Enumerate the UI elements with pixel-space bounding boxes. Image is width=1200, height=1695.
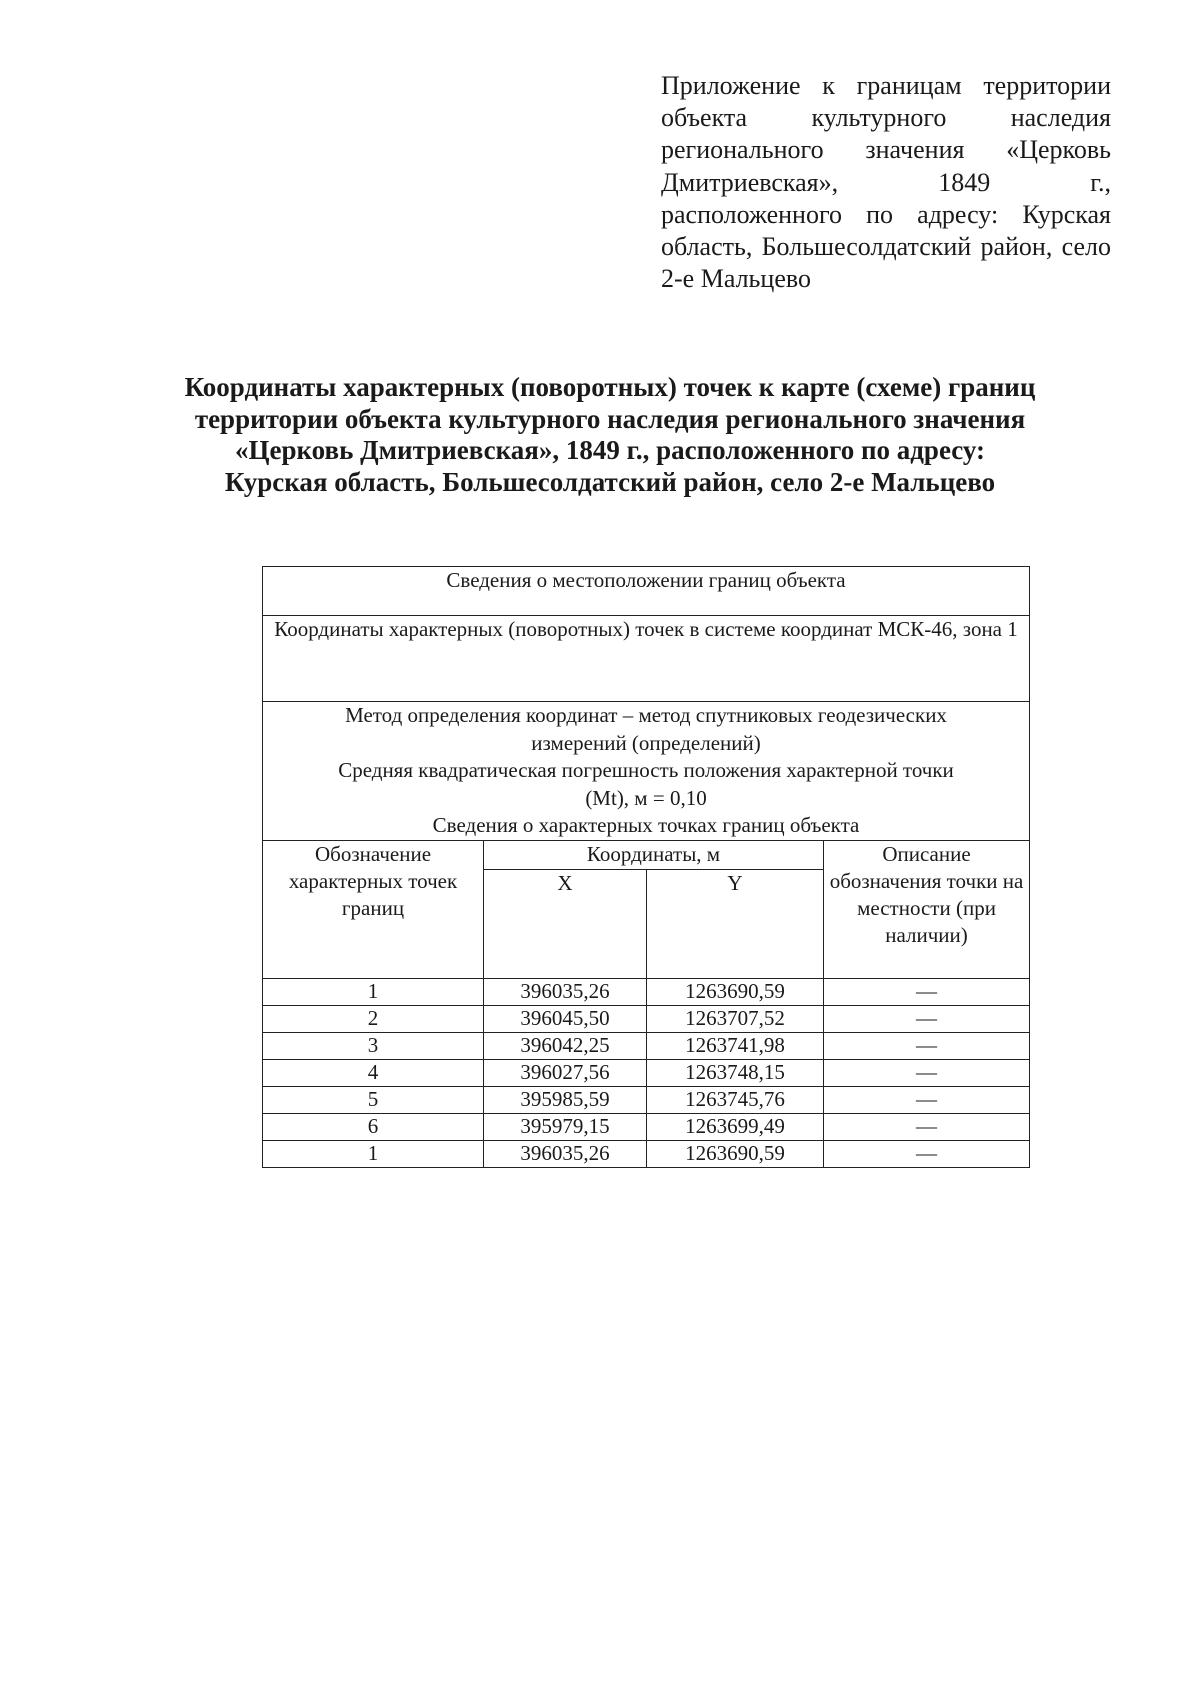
column-header-point-label: Обозначение характерных точек границ	[263, 840, 484, 978]
method-line: Метод определения координат – метод спутниковых геодезических	[345, 703, 947, 727]
appendix-note: Приложение к границам территории объекта культурного наследия регионального значения «Церковь Дмитриевская», 1849 г., расположенного по адресу: Курская область, Большесолдатский район, село 2-е Мальцево	[661, 71, 1111, 294]
cell-point: 5	[263, 1086, 484, 1113]
title-line: «Церковь Дмитриевская», 1849 г., расположенного по адресу:	[234, 435, 986, 465]
cell-x: 396042,25	[484, 1032, 647, 1059]
cell-point: 4	[263, 1059, 484, 1086]
method-line: (Mt), м = 0,10	[585, 785, 707, 810]
cell-description: —	[824, 1113, 1030, 1140]
title-line: территории объекта культурного наследия регионального значения	[194, 403, 1026, 434]
cell-point: 1	[263, 1140, 484, 1167]
table-row	[263, 1005, 1030, 1032]
cell-description: —	[824, 1032, 1030, 1059]
cell-x: 396035,26	[484, 1140, 647, 1167]
cell-point: 6	[263, 1113, 484, 1140]
cell-x: 396045,50	[484, 1005, 647, 1032]
cell-x: 396027,56	[484, 1059, 647, 1086]
coordinates-table	[262, 566, 1030, 1168]
cell-x: 396035,26	[484, 978, 647, 1005]
table-header-info: Сведения о местоположении границ объекта	[263, 567, 1030, 616]
cell-y: 1263699,49	[647, 1113, 824, 1140]
cell-y: 1263690,59	[647, 978, 824, 1005]
table-row	[263, 1086, 1030, 1113]
table-row	[263, 1032, 1030, 1059]
column-header-y: Y	[647, 869, 824, 978]
cell-y: 1263748,15	[647, 1059, 824, 1086]
cell-y: 1263690,59	[647, 1140, 824, 1167]
column-header-description: Описание обозначения точки на местности (при наличии)	[824, 840, 1030, 978]
cell-point: 1	[263, 978, 484, 1005]
cell-point: 3	[263, 1032, 484, 1059]
cell-description: —	[824, 1059, 1030, 1086]
table-header-coordinate-system: Координаты характерных (поворотных) точек в системе координат МСК-46, зона 1	[263, 616, 1030, 702]
cell-description: —	[824, 978, 1030, 1005]
method-line: Сведения о характерных точках границ объекта	[432, 813, 860, 837]
table-row	[263, 1113, 1030, 1140]
table-row	[263, 1059, 1030, 1086]
cell-x: 395979,15	[484, 1113, 647, 1140]
cell-y: 1263745,76	[647, 1086, 824, 1113]
cell-description: —	[824, 1086, 1030, 1113]
cell-y: 1263741,98	[647, 1032, 824, 1059]
cell-description: —	[824, 1005, 1030, 1032]
document-title	[150, 372, 1070, 498]
cell-point: 2	[263, 1005, 484, 1032]
table-row	[263, 978, 1030, 1005]
cell-x: 395985,59	[484, 1086, 647, 1113]
title-line: Курская область, Большесолдатский район, село 2-е Мальцево	[224, 466, 996, 497]
method-line: Средняя квадратическая погрешность положения характерной точки	[338, 758, 954, 782]
method-line: измерений (определений)	[531, 730, 761, 755]
table-row	[263, 1140, 1030, 1167]
cell-description: —	[824, 1140, 1030, 1167]
column-header-coordinates: Координаты, м	[484, 840, 824, 869]
cell-y: 1263707,52	[647, 1005, 824, 1032]
title-line: Координаты характерных (поворотных) точек к карте (схеме) границ	[184, 372, 1036, 402]
table-header-method	[263, 702, 1030, 841]
column-header-x: X	[484, 869, 647, 978]
